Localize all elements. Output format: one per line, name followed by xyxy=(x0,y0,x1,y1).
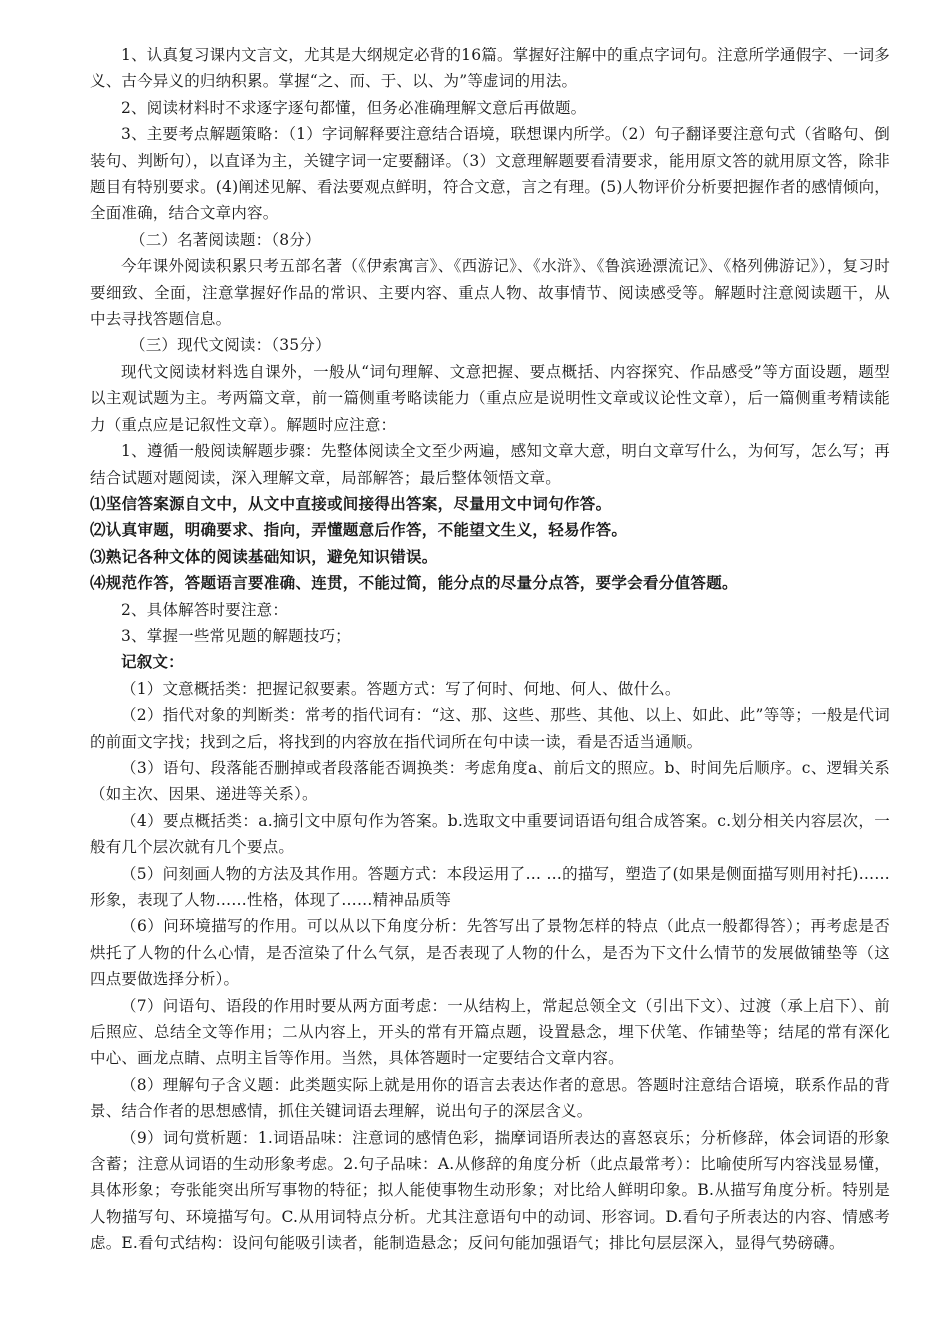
bold-tip: ⑷规范作答，答题语言要准确、连贯，不能过简，能分点的尽量分点答，要学会看分值答题。 xyxy=(90,574,738,593)
section-heading: （三）现代文阅读：（35分） xyxy=(130,336,331,355)
paragraph: （1）文意概括类：把握记叙要素。答题方式：写了何时、何地、何人、做什么。 xyxy=(121,679,681,698)
paragraph: 现代文阅读材料选自课外，一般从“词句理解、文意把握、要点概括、内容探究、作品感受”等方面设题，题型以主观试题为主。考两篇文章，前一篇侧重考略读能力（重点应是说明性文章或议论性文章），后一篇侧重考精读能力（重点应是记叙性文章）。解题时应注意： xyxy=(90,362,890,434)
paragraph: 2、阅读材料时不求逐字逐句都懂，但务必准确理解文意后再做题。 xyxy=(121,98,587,117)
bold-tip: ⑵认真审题，明确要求、指向，弄懂题意后作答，不能望文生义，轻易作答。 xyxy=(90,521,628,540)
paragraph: （5）问刻画人物的方法及其作用。答题方式：本段运用了… …的描写，塑造了(如果是侧面描写则用衬托)……形象，表现了人物……性格，体现了……精神品质等 xyxy=(90,864,890,909)
paragraph: （7）问语句、语段的作用时要从两方面考虑：一从结构上，常起总领全文（引出下文）、过渡（承上启下）、前后照应、总结全文等作用；二从内容上，开头的常有开篇点题，设置悬念，埋下伏笔、作铺垫等；结尾的常有深化中心、画龙点睛、点明主旨等作用。当然，具体答题时一定要结合文章内容。 xyxy=(90,996,890,1068)
paragraph: 3、掌握一些常见题的解题技巧； xyxy=(121,626,351,645)
paragraph: （4）要点概括类：a.摘引文中原句作为答案。b.选取文中重要词语语句组合成答案。c.划分相关内容层次，一般有几个层次就有几个要点。 xyxy=(90,811,890,857)
paragraph: （3）语句、段落能否删掉或者段落能否调换类：考虑角度a、前后文的照应。b、时间先后顺序。c、逻辑关系（如主次、因果、递进等关系）。 xyxy=(90,758,890,804)
subheading-narrative: 记叙文： xyxy=(121,653,184,672)
paragraph: （2）指代对象的判断类：常考的指代词有：“这、那、这些、那些、其他、以上、如此、此”等等；一般是代词的前面文字找；找到之后，将找到的内容放在指代词所在句中读一读，看是否适当通顺。 xyxy=(90,706,890,751)
paragraph: 今年课外阅读积累只考五部名著（《伊索寓言》、《西游记》、《水浒》、《鲁滨逊漂流记》、《格列佛游记》），复习时要细致、全面，注意掌握好作品的常识、主要内容、重点人物、故事情节、阅读感受等。解题时注意阅读题干，从中去寻找答题信息。 xyxy=(90,257,890,329)
paragraph: 1、认真复习课内文言文，尤其是大纲规定必背的16篇。掌握好注解中的重点字词句。注意所学通假字、一词多义、古今异义的归纳积累。掌握“之、而、于、以、为”等虚词的用法。 xyxy=(90,46,890,91)
document-page xyxy=(90,42,890,1257)
paragraph: 2、具体解答时要注意： xyxy=(121,600,289,619)
paragraph: 1、遵循一般阅读解题步骤：先整体阅读全文至少两遍，感知文章大意，明白文章写什么，为何写，怎么写；再结合试题对题阅读，深入理解文章，局部解答；最后整体领悟文章。 xyxy=(90,442,890,487)
bold-tip: ⑶熟记各种文体的阅读基础知识，避免知识错误。 xyxy=(90,547,438,566)
paragraph: （8）理解句子含义题：此类题实际上就是用你的语言去表达作者的意思。答题时注意结合语境，联系作品的背景、结合作者的思想感情，抓住关键词语去理解，说出句子的深层含义。 xyxy=(90,1075,890,1121)
paragraph: （6）问环境描写的作用。可以从以下角度分析：先答写出了景物怎样的特点（此点一般都得答）；再考虑是否烘托了人物的什么心情，是否渲染了什么气氛，是否表现了人物的什么，是否为下文什么情节的发展做铺垫等（这四点要做选择分析）。 xyxy=(90,917,890,989)
paragraph: 3、主要考点解题策略：（1）字词解释要注意结合语境，联想课内所学。（2）句子翻译要注意句式（省略句、倒装句、判断句），以直译为主，关键字词一定要翻译。（3）文意理解题要看清要求，能用原文答的就用原文答，除非题目有特别要求。(4)阐述见解、看法要观点鲜明，符合文意，言之有理。(5)人物评价分析要把握作者的感情倾向，全面准确，结合文章内容。 xyxy=(90,125,890,223)
paragraph: （9）词句赏析题：1.词语品味：注意词的感情色彩，揣摩词语所表达的喜怒哀乐；分析修辞，体会词语的形象含蓄；注意从词语的生动形象考虑。2.句子品味：A.从修辞的角度分析（此点最常考）：比喻使所写内容浅显易懂，具体形象；夸张能突出所写事物的特征；拟人能使事物生动形象；对比给人鲜明印象。B.从描写角度分析。特别是人物描写句、环境描写句。C.从用词特点分析。尤其注意语句中的动词、形容词。D.看句子所表达的内容、情感考虑。E.看句式结构：设问句能吸引读者，能制造悬念；反问句能加强语气；排比句层层深入，显得气势磅礴。 xyxy=(90,1128,890,1253)
bold-tip: ⑴坚信答案源自文中，从文中直接或间接得出答案，尽量用文中词句作答。 xyxy=(90,494,612,513)
section-heading: （二）名著阅读题：（8分） xyxy=(130,230,321,249)
